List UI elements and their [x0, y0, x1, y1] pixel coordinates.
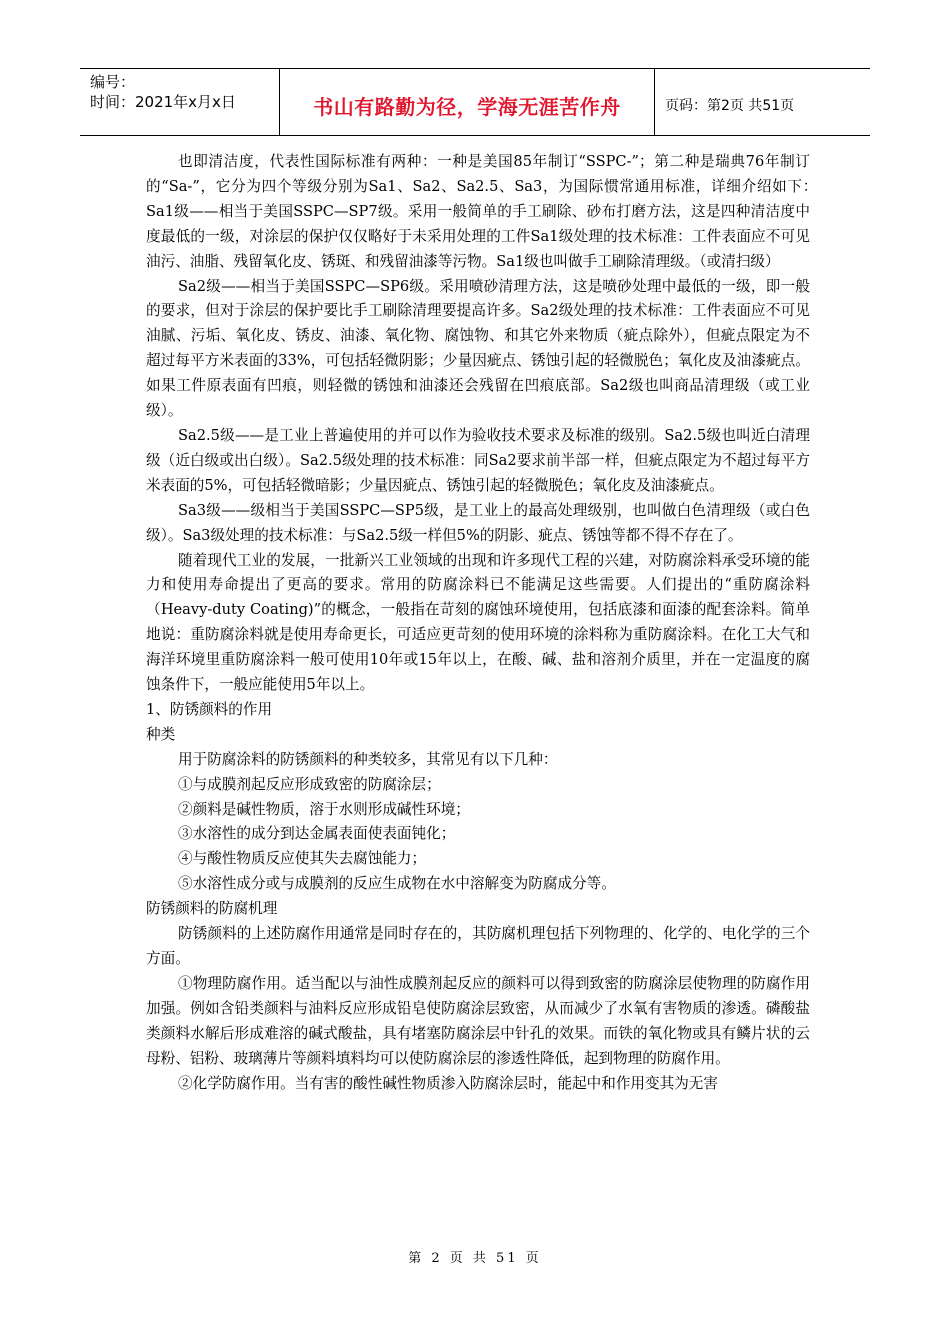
paragraph-sa25: Sa2.5级——是工业上普遍使用的并可以作为验收技术要求及标准的级别。Sa2.5级也叫近白清理级（近白级或出白级）。Sa2.5级处理的技术标准：同Sa2要求前半部一样，但疵点限定为不超过每平方米表面的5%，可包括轻微暗影；少量因疵点、锈蚀引起的轻微脱色；氧化皮及油漆疵点。: [146, 426, 810, 494]
types-intro: 用于防腐涂料的防锈颜料的种类较多，其常见有以下几种：: [178, 750, 558, 768]
mechanism-chemical: ②化学防腐作用。当有害的酸性碱性物质渗入防腐涂层时，能起中和作用变其为无害: [178, 1074, 718, 1092]
motto-text: 书山有路勤为径，学海无涯苦作舟: [313, 94, 621, 119]
document-body: [146, 150, 840, 1096]
header-motto-cell: [280, 69, 655, 135]
page-number-label: 页码：第2页 共51页: [665, 98, 795, 114]
paragraph-sa2: Sa2级——相当于美国SSPC—SP6级。采用喷砂清理方法，这是喷砂处理中最低的一级，即一般的要求，但对于涂层的保护要比手工刷除清理要提高许多。Sa2级处理的技术标准：工件表面应不可见油腻、污垢、氧化皮、锈皮、油漆、氧化物、腐蚀物、和其它外来物质（疵点除外），但疵点限定为不超过每平方米表面的33%，可包括轻微阴影；少量因疵点、锈蚀引起的轻微脱色；氧化皮及油漆疵点。如果工件原表面有凹痕，则轻微的锈蚀和油漆还会残留在凹痕底部。Sa2级也叫商品清理级（或工业级）。: [146, 277, 810, 420]
header-table: [80, 68, 870, 136]
header-info-cell: [80, 69, 280, 135]
list-item: ②颜料是碱性物质，溶于水则形成碱性环境；: [178, 800, 470, 818]
mechanism-intro: 防锈颜料的上述防腐作用通常是同时存在的，其防腐机理包括下列物理的、化学的、电化学的三个方面。: [146, 925, 810, 967]
list-item: ③水溶性的成分到达金属表面使表面钝化；: [178, 825, 456, 843]
section-heading-pigment-role: 1、防锈颜料的作用: [146, 700, 273, 718]
subheading-types: 种类: [146, 725, 176, 743]
page-footer: 第 2 页 共 51 页: [408, 1251, 542, 1266]
list-item: ④与酸性物质反应使其失去腐蚀能力；: [178, 850, 427, 868]
paragraph-heavy-duty-coating: 随着现代工业的发展，一批新兴工业领域的出现和许多现代工程的兴建，对防腐涂料承受环境的能力和使用寿命提出了更高的要求。常用的防腐涂料已不能满足这些需要。人们提出的“重防腐涂料（Heavy-duty Coating)”的概念，一般指在苛刻的腐蚀环境使用，包括底漆和面漆的配套涂料。简单地说：重防腐涂料就是使用寿命更长，可适应更苛刻的使用环境的涂料称为重防腐涂料。在化工大气和海洋环境里重防腐涂料一般可使用10年或15年以上，在酸、碱、盐和溶剂介质里，并在一定温度的腐蚀条件下，一般应能使用5年以上。: [146, 551, 810, 694]
list-item: ⑤水溶性成分或与成膜剂的反应生成物在水中溶解变为防腐成分等。: [178, 875, 616, 893]
paragraph-sa3: Sa3级——级相当于美国SSPC—SP5级，是工业上的最高处理级别，也叫做白色清理级（或白色级）。Sa3级处理的技术标准：与Sa2.5级一样但5%的阴影、疵点、锈蚀等都不得不存在了。: [146, 501, 810, 544]
section-heading-mechanism: 防锈颜料的防腐机理: [146, 900, 278, 918]
list-item: ①与成膜剂起反应形成致密的防腐涂层；: [178, 775, 441, 793]
document-date-label: 时间：2021年x月x日: [90, 93, 236, 111]
header-page-cell: [655, 69, 870, 135]
mechanism-physical: ①物理防腐作用。适当配以与油性成膜剂起反应的颜料可以得到致密的防腐涂层使物理的防腐作用加强。例如含铅类颜料与油料反应形成铅皂使防腐涂层致密，从而减少了水氧有害物质的渗透。磷酸盐类颜料水解后形成难溶的碱式酸盐，具有堵塞防腐涂层中针孔的效果。而铁的氧化物或具有鳞片状的云母粉、铝粉、玻璃薄片等颜料填料均可以使防腐涂层的渗透性降低，起到物理的防腐作用。: [146, 974, 810, 1067]
paragraph-cleanliness-standards: 也即清洁度，代表性国际标准有两种：一种是美国85年制订“SSPC-”；第二种是瑞典76年制订的“Sa-”，它分为四个等级分别为Sa1、Sa2、Sa2.5、Sa3，为国际惯常通用标准，详细介绍如下： Sa1级——相当于美国SSPC—SP7级。采用一般简单的手工刷除、砂布打磨方法，这是四种清洁度中度最低的一级，对涂层的保护仅仅略好于未采用处理的工件Sa1级处理的技术标准：工件表面应不可见油污、油脂、残留氧化皮、锈斑、和残留油漆等污物。Sa1级也叫做手工刷除清理级。（或清扫级）: [146, 153, 840, 270]
document-number-label: 编号：: [90, 73, 136, 91]
